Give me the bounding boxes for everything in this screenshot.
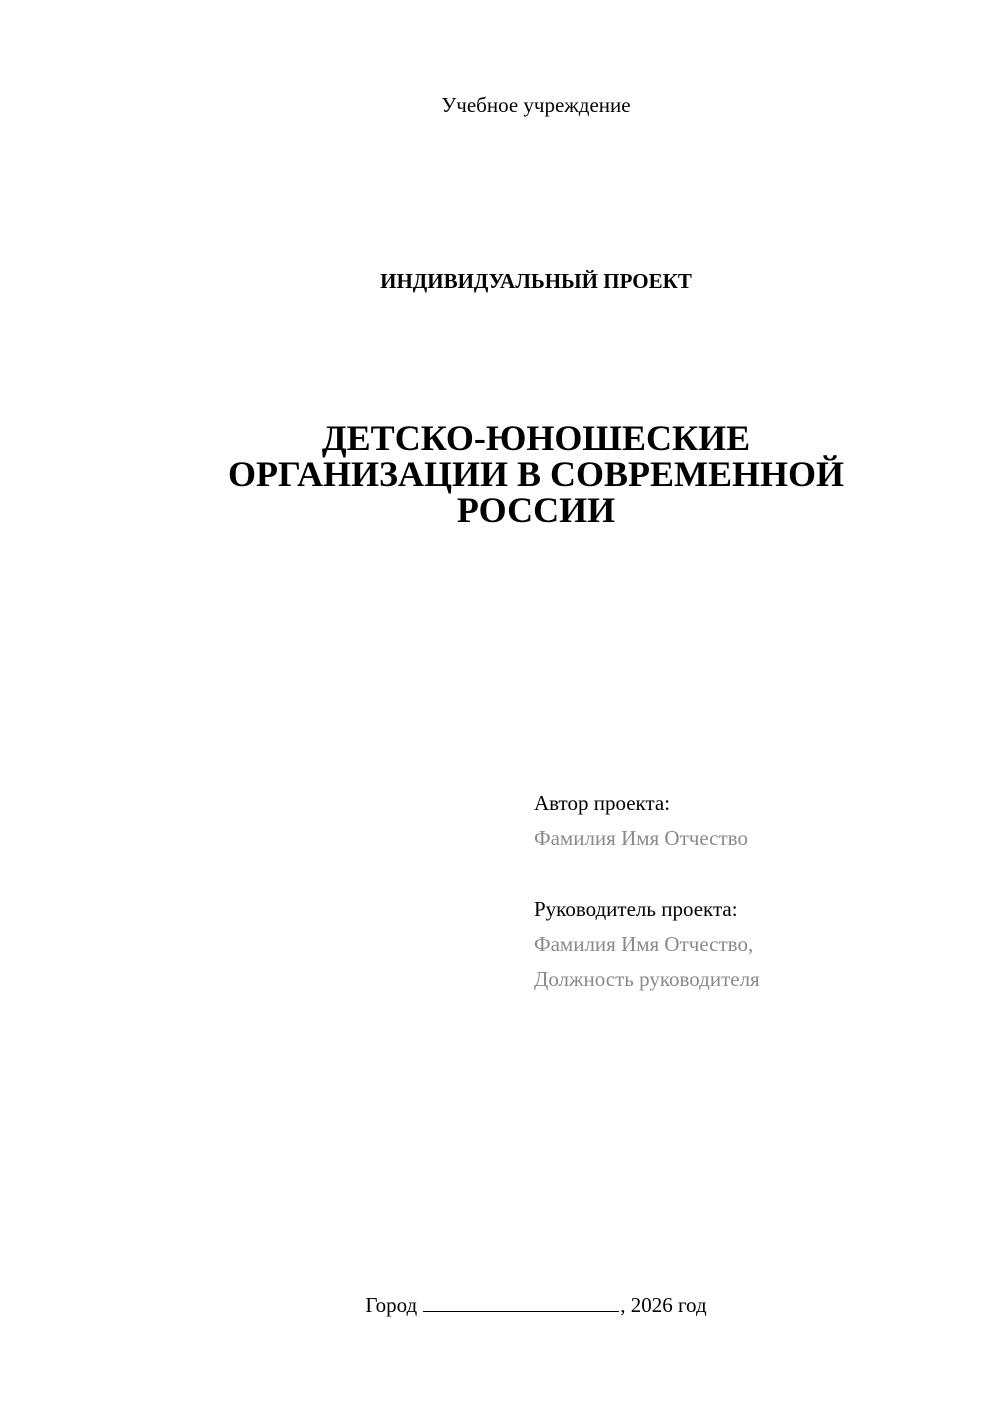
project-title-line: РОССИИ [456,490,616,530]
document-type: ИНДИВИДУАЛЬНЫЙ ПРОЕКТ [380,269,692,293]
footer-city-year [0,1290,1000,1320]
supervisor-label: Руководитель проекта: [534,897,738,921]
project-title-line: ДЕТСКО-ЮНОШЕСКИЕ [321,418,751,458]
year-text: , 2026 год [620,1293,707,1317]
project-title-line: ОРГАНИЗАЦИИ В СОВРЕМЕННОЙ [227,454,844,494]
author-name-placeholder: Фамилия Имя Отчество [534,826,748,850]
institution-name: Учебное учреждение [441,93,631,117]
author-label: Автор проекта: [534,791,671,815]
spacer [534,856,974,892]
city-blank-line [423,1293,619,1312]
city-label: Город [365,1293,418,1317]
supervisor-position-placeholder: Должность руководителя [534,967,760,991]
supervisor-name-placeholder: Фамилия Имя Отчество, [534,932,754,956]
credits-block [534,786,974,997]
project-title [0,420,1000,528]
